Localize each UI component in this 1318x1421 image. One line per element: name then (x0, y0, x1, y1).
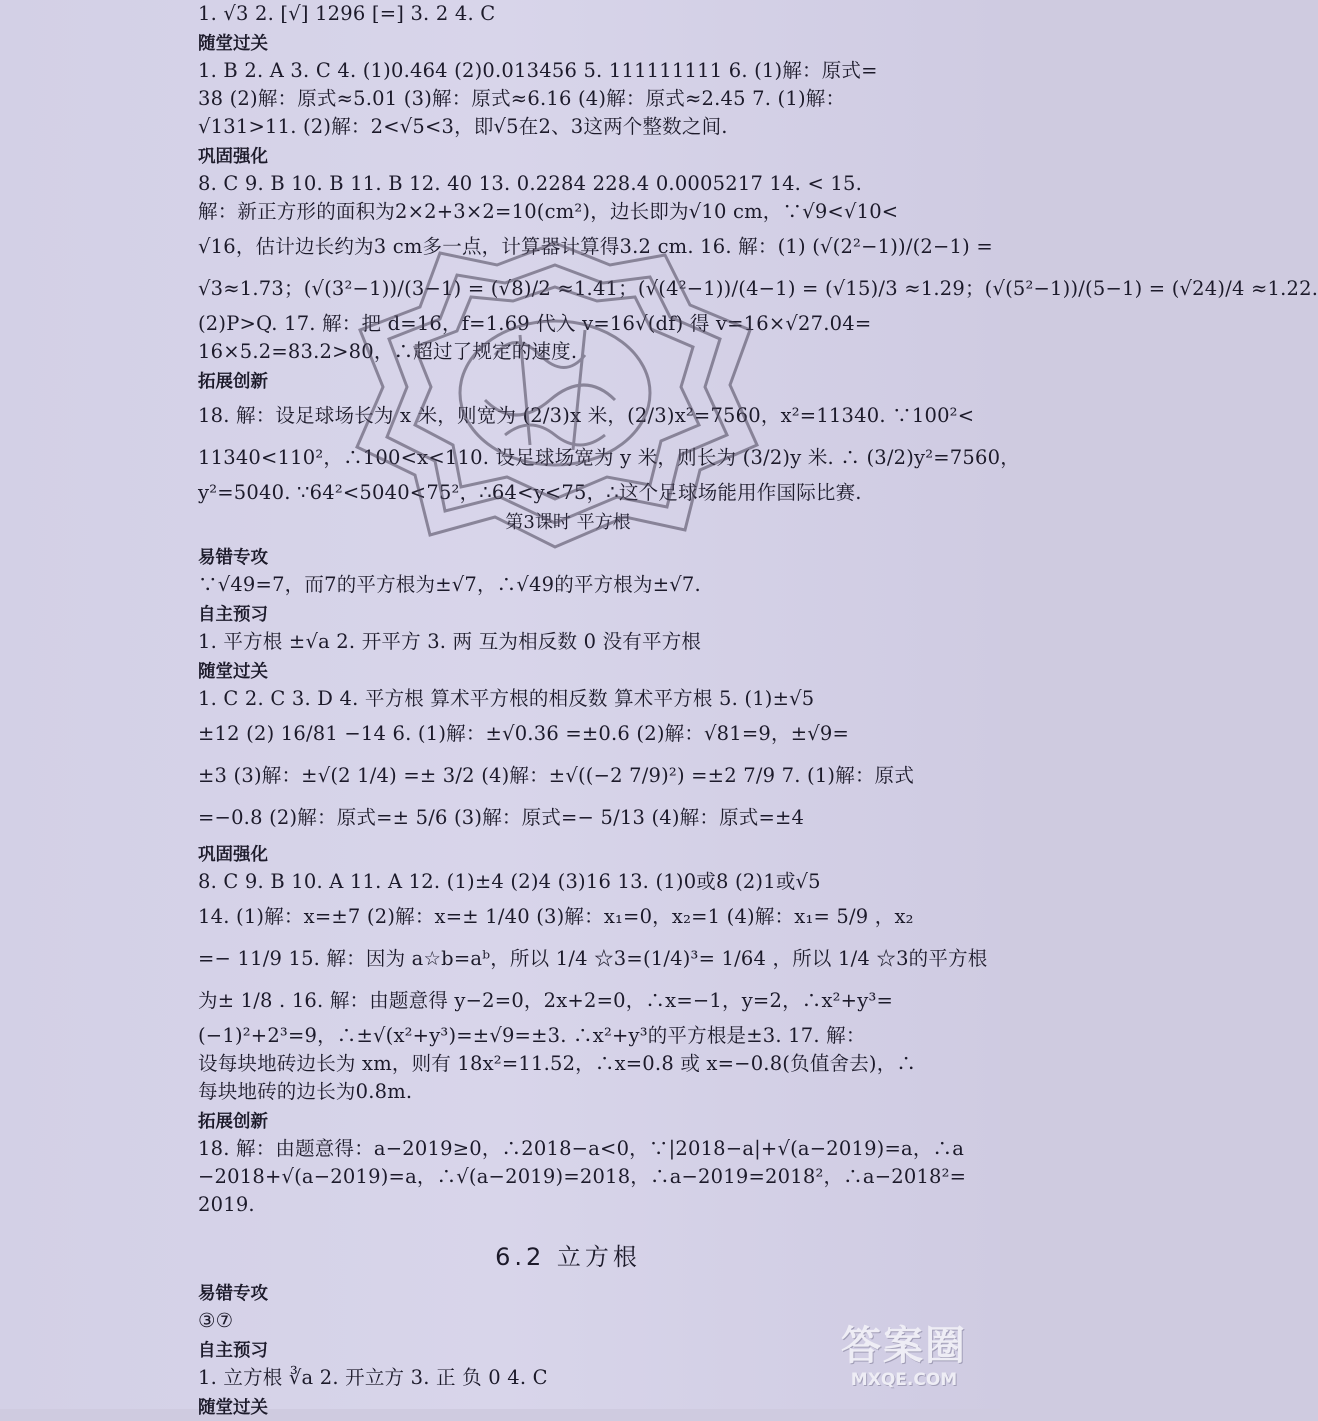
section-heading: 拓展创新 (198, 1112, 268, 1132)
answer-line: 1. √3 2. [√] 1296 [=] 3. 2 4. C (198, 2, 496, 25)
answer-line: √16，估计边长约为3 cm多一点，计算器计算得3.2 cm. 16. 解：(1) (√(2²−1))/(2−1) = (198, 235, 993, 258)
answer-line: 设每块地砖边长为 xm，则有 18x²=11.52，∴x=0.8 或 x=−0.8(负值舍去)，∴ (198, 1052, 917, 1075)
answer-line: =− 11/9 15. 解：因为 a☆b=aᵇ，所以 1/4 ☆3=(1/4)³= 1/64 ，所以 1/4 ☆3的平方根 (198, 947, 988, 970)
watermark-url: MXQE.COM (850, 1370, 958, 1390)
answer-line: √131>11. (2)解：2<√5<3，即√5在2、3这两个整数之间. (198, 115, 728, 138)
answer-line: 1. B 2. A 3. C 4. (1)0.464 (2)0.013456 5. 111111111 6. (1)解：原式= (198, 59, 878, 82)
answer-line: √3≈1.73；(√(3²−1))/(3−1) = (√8)/2 ≈1.41；(√(4²−1))/(4−1) = (√15)/3 ≈1.29；(√(5²−1))/(5−1) = (√24)/4 ≈1.22. (198, 277, 1318, 300)
answer-line: 18. 解：设足球场长为 x 米，则宽为 (2/3)x 米，(2/3)x²=7560，x²=11340. ∵100²< (198, 404, 975, 427)
section-heading: 随堂过关 (198, 34, 268, 54)
answer-line: 38 (2)解：原式≈5.01 (3)解：原式≈6.16 (4)解：原式≈2.45 7. (1)解： (198, 87, 846, 110)
answer-text-column (198, 0, 1318, 1421)
answer-line: ±3 (3)解：±√(2 1/4) =± 3/2 (4)解：±√((−2 7/9)²) =±2 7/9 7. (1)解：原式 (198, 764, 915, 787)
answer-line: 18. 解：由题意得：a−2019≥0，∴2018−a<0，∵|2018−a|+√(a−2019)=a，∴a (198, 1137, 965, 1160)
section-heading: 拓展创新 (198, 372, 268, 392)
section-heading: 随堂过关 (198, 662, 268, 682)
section-heading: 巩固强化 (198, 845, 268, 865)
lesson-title: 第3课时 平方根 (505, 512, 631, 533)
answer-line: 14. (1)解：x=±7 (2)解：x=± 1/40 (3)解：x₁=0，x₂=1 (4)解：x₁= 5/9 ，x₂ (198, 905, 914, 928)
answer-line: =−0.8 (2)解：原式=± 5/6 (3)解：原式=− 5/13 (4)解：原式=±4 (198, 806, 805, 829)
answer-line: 每块地砖的边长为0.8m. (198, 1080, 413, 1103)
answer-line: ③⑦ (198, 1309, 234, 1332)
watermark-logo: 答案圈 (841, 1323, 967, 1369)
section-heading: 巩固强化 (198, 147, 268, 167)
answer-line: ±12 (2) 16/81 −14 6. (1)解：±√0.36 =±0.6 (2)解：√81=9，±√9= (198, 722, 850, 745)
answer-line: 1. 立方根 ∛a 2. 开立方 3. 正 负 0 4. C (198, 1366, 548, 1389)
site-watermark (824, 1323, 984, 1399)
section-heading: 自主预习 (198, 1341, 268, 1361)
answer-line: 为± 1/8 . 16. 解：由题意得 y−2=0，2x+2=0，∴x=−1，y=2，∴x²+y³= (198, 989, 893, 1012)
answer-line: 11340<110²，∴100<x<110. 设足球场宽为 y 米，则长为 (3/2)y 米. ∴ (3/2)y²=7560， (198, 446, 1020, 469)
answer-line: 8. C 9. B 10. A 11. A 12. (1)±4 (2)4 (3)16 13. (1)0或8 (2)1或√5 (198, 870, 821, 893)
answer-line: ∵√49=7，而7的平方根为±√7，∴√49的平方根为±√7. (198, 573, 701, 596)
answer-line: 解：新正方形的面积为2×2+3×2=10(cm²)，边长即为√10 cm，∵√9<√10< (198, 200, 899, 223)
answer-line: 1. 平方根 ±√a 2. 开平方 3. 两 互为相反数 0 没有平方根 (198, 630, 702, 653)
section-heading: 随堂过关 (198, 1398, 268, 1418)
answer-line: y²=5040. ∵64²<5040<75²，∴64<y<75，∴这个足球场能用作国际比赛. (198, 481, 862, 504)
answer-line: 16×5.2=83.2>80，∴超过了规定的速度. (198, 340, 578, 363)
section-heading: 自主预习 (198, 605, 268, 625)
answer-line: −2018+√(a−2019)=a，∴√(a−2019)=2018，∴a−2019=2018²，∴a−2018²= (198, 1165, 967, 1188)
section-heading: 易错专攻 (198, 1284, 268, 1304)
answer-line: 1. C 2. C 3. D 4. 平方根 算术平方根的相反数 算术平方根 5. (1)±√5 (198, 687, 815, 710)
section-heading: 易错专攻 (198, 548, 268, 568)
answer-line: 2019. (198, 1193, 255, 1216)
chapter-section-title: 6.2 立方根 (495, 1243, 641, 1271)
answer-line: (−1)²+2³=9，∴±√(x²+y³)=±√9=±3. ∴x²+y³的平方根是±3. 17. 解： (198, 1024, 866, 1047)
answer-line: (2)P>Q. 17. 解：把 d=16，f=1.69 代入 v=16√(df) 得 v=16×√27.04= (198, 312, 872, 335)
answer-line: 8. C 9. B 10. B 11. B 12. 40 13. 0.2284 228.4 0.0005217 14. < 15. (198, 172, 863, 195)
